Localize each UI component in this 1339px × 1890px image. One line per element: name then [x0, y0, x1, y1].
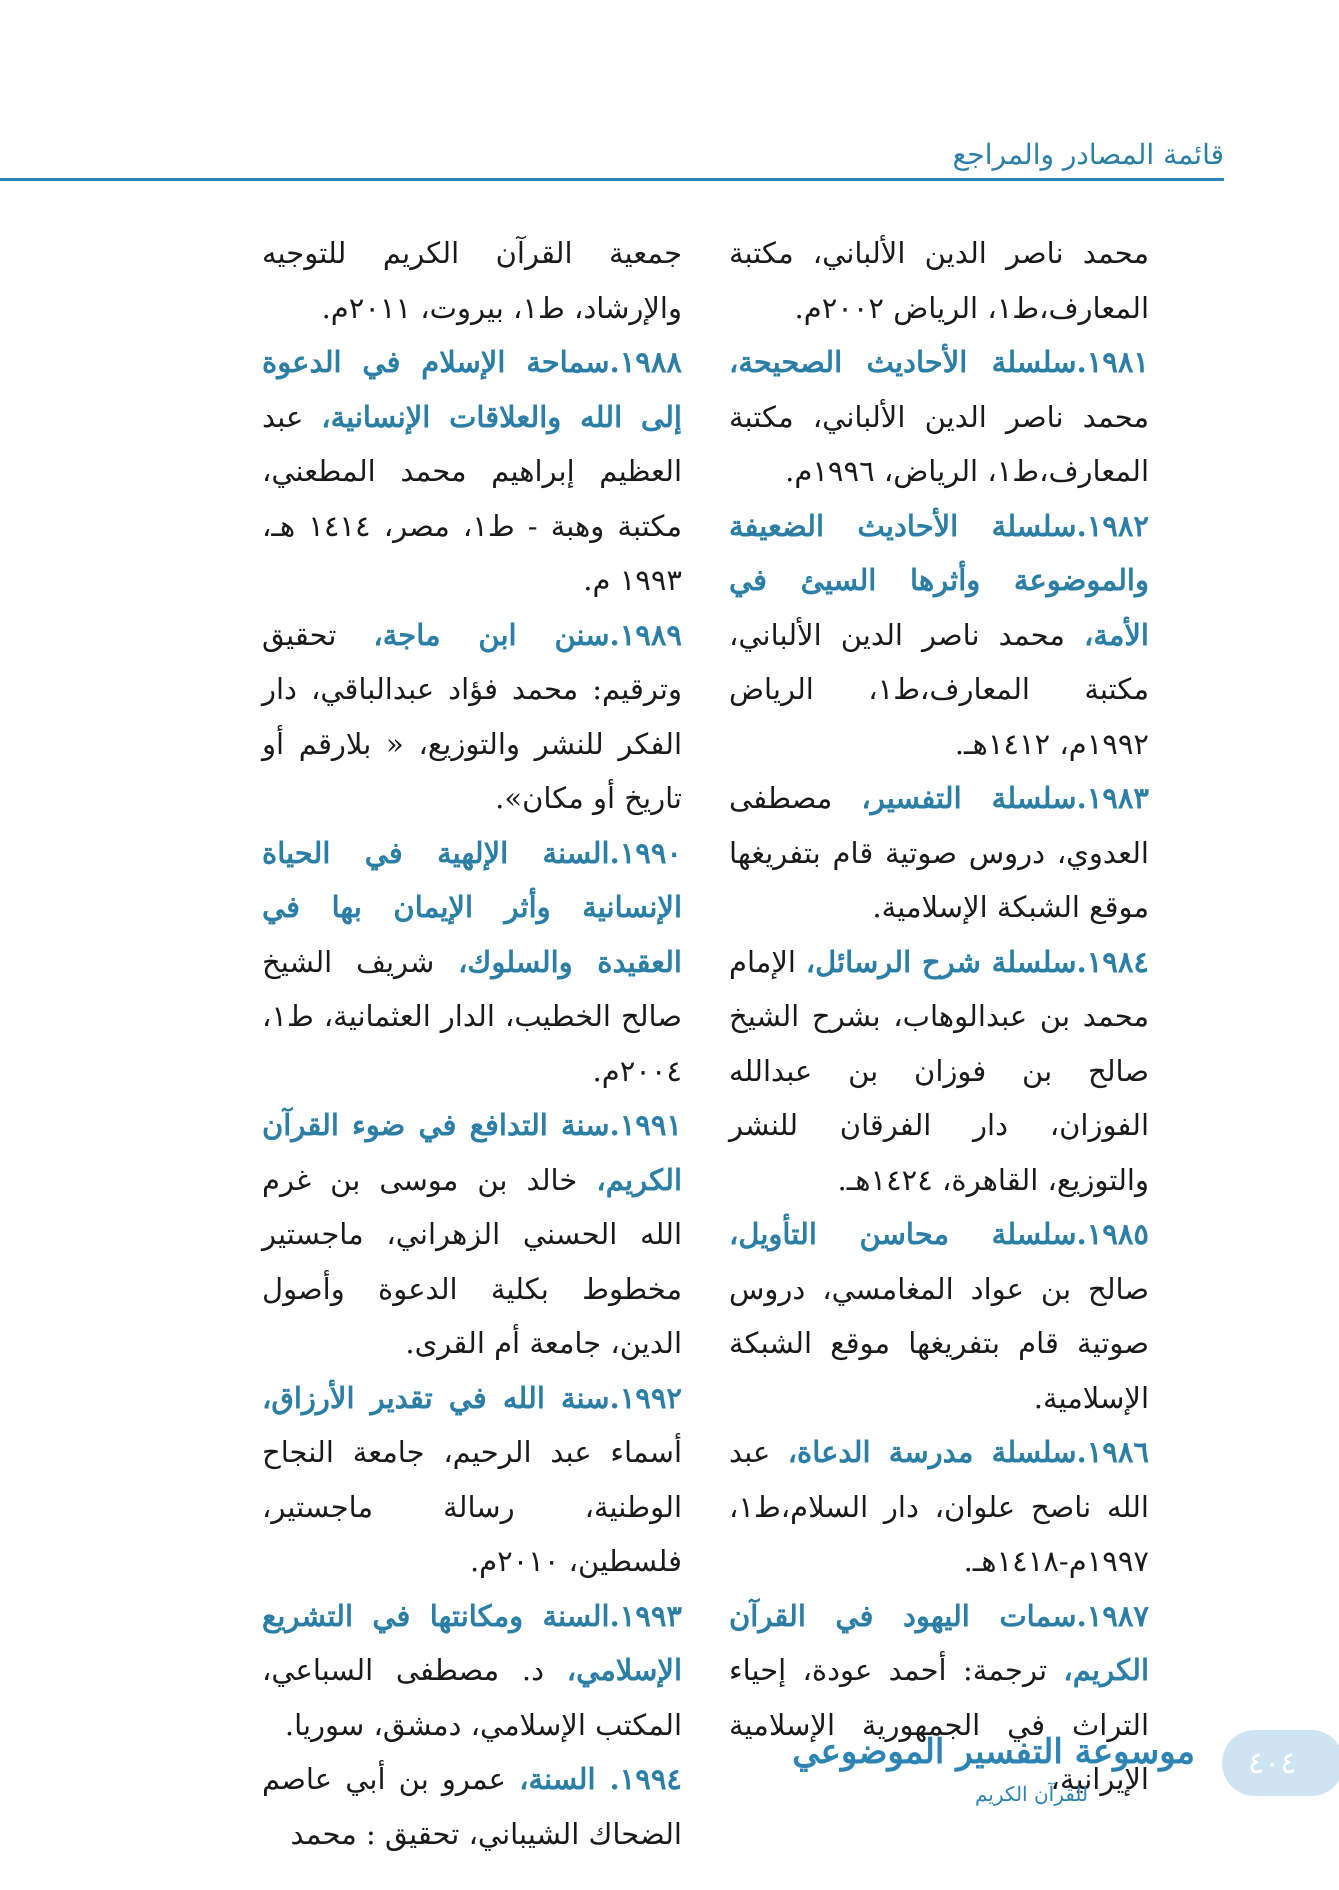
entry-number: ١٩٩٣. [609, 1598, 682, 1633]
list-item [262, 335, 682, 608]
entry-title: سنة التدافع في ضوء القرآن الكريم، [262, 1108, 682, 1197]
entry-title: سنن ابن ماجة، [373, 617, 610, 652]
list-item [729, 1425, 1149, 1589]
entry-text: عبد الله ناصح علوان، دار السلام،ط١، ١٩٩٧م-١٤١٨هـ. [729, 1435, 1149, 1578]
entry-number: ١٩٩٤. [609, 1762, 682, 1796]
entry-number: ١٩٨٧. [1076, 1598, 1149, 1633]
entry-title: سماحة الإسلام في الدعوة إلى الله والعلاقات الإنسانية، [262, 345, 682, 434]
list-item [262, 1098, 682, 1371]
page-number: ٤٠٤ [1248, 1746, 1297, 1781]
right-column [729, 226, 1149, 1807]
list-item [729, 226, 1149, 335]
entry-title: سلسلة شرح الرسائل، [805, 944, 1077, 979]
entry-number: ١٩٨٥. [1076, 1217, 1149, 1251]
list-item [262, 1371, 682, 1589]
logo-main-text: موسوعة التفسير الموضوعي [792, 1732, 1195, 1772]
entry-text: تحقيق وترقيم: محمد فؤاد عبدالباقي، دار الفكر للنشر والتوزيع، « بلارقم أو تاريخ أو مكان». [262, 617, 682, 815]
entry-number: ١٩٨٣. [1076, 781, 1150, 815]
list-item [729, 935, 1149, 1208]
entry-number: ١٩٨٨. [609, 345, 682, 379]
list-item [262, 1752, 682, 1861]
entry-title: السنة، [519, 1762, 610, 1796]
entry-text: عمرو بن أبي عاصم الضحاك الشيباني، تحقيق : محمد [262, 1762, 682, 1851]
entry-text: مصطفى العدوي، دروس صوتية قام بتفريغها موقع الشبكة الإسلامية. [729, 781, 1149, 924]
entry-title: سلسلة محاسن التأويل، [729, 1217, 1077, 1251]
entry-number: ١٩٨٢. [1076, 508, 1149, 543]
entry-text: خالد بن موسى بن غرم الله الحسني الزهراني، ماجستير مخطوط بكلية الدعوة وأصول الدين، جامعة أم القرى. [262, 1162, 682, 1360]
entry-text: محمد ناصر الدين الألباني، مكتبة المعارف،ط١، الرياض ١٩٩٢م، ١٤١٢هـ. [729, 617, 1149, 761]
entry-title: سلسلة التفسير، [861, 781, 1077, 815]
list-item [729, 1207, 1149, 1425]
list-item [729, 499, 1149, 772]
entry-text: محمد ناصر الدين الألباني، مكتبة المعارف،ط١، الرياض ٢٠٠٢م. [729, 236, 1149, 325]
list-item [262, 226, 682, 335]
left-column [262, 226, 682, 1861]
entry-title: سلسلة مدرسة الدعاة، [787, 1435, 1077, 1469]
entry-title: سلسلة الأحاديث الضعيفة والموضوعة وأثرها السيئ في الأمة، [729, 508, 1149, 652]
running-header-title: قائمة المصادر والمراجع [952, 138, 1224, 171]
entry-text: عبد العظيم إبراهيم محمد المطعني، مكتبة وهبة - ط١، مصر، ١٤١٤ هـ، ١٩٩٣ م. [262, 399, 683, 597]
entry-text: ترجمة: أحمد عودة، إحياء التراث في الجمهورية الإسلامية الإيرانية، [729, 1653, 1149, 1796]
encyclopedia-logo [792, 1728, 1195, 1818]
header-divider [0, 178, 1224, 181]
entry-text: محمد ناصر الدين الألباني، مكتبة المعارف،ط١، الرياض، ١٩٩٦م. [729, 399, 1149, 488]
entry-text: شريف الشيخ صالح الخطيب، الدار العثمانية، ط١، ٢٠٠٤م. [262, 944, 682, 1088]
list-item [729, 335, 1149, 499]
entry-title: سنة الله في تقدير الأرزاق، [262, 1380, 610, 1415]
entry-text: صالح بن عواد المغامسي، دروس صوتية قام بتفريغها موقع الشبكة الإسلامية. [729, 1271, 1149, 1415]
entry-text: د. مصطفى السباعي، المكتب الإسلامي، دمشق، سوريا. [262, 1653, 682, 1742]
entry-number: ١٩٩٢. [609, 1380, 682, 1415]
list-item [729, 771, 1149, 935]
entry-number: ١٩٨٩. [609, 617, 682, 652]
entry-number: ١٩٨١. [1076, 345, 1149, 379]
entry-number: ١٩٨٦. [1076, 1435, 1150, 1469]
entry-text: أسماء عبد الرحيم، جامعة النجاح الوطنية، رسالة ماجستير، فلسطين، ٢٠١٠م. [262, 1435, 682, 1578]
list-item [262, 826, 682, 1099]
entry-number: ١٩٩٠. [609, 835, 682, 870]
list-item [262, 1589, 682, 1753]
entry-number: ١٩٨٤. [1076, 944, 1149, 979]
entry-title: السنة ومكانتها في التشريع الإسلامي، [262, 1598, 682, 1687]
list-item [262, 608, 682, 826]
entry-number: ١٩٩١. [609, 1108, 682, 1142]
entry-text: جمعية القرآن الكريم للتوجيه والإرشاد، ط١، بيروت، ٢٠١١م. [262, 236, 682, 325]
logo-sub-text: للقرآن الكريم [975, 1782, 1089, 1806]
entry-text: الإمام محمد بن عبدالوهاب، بشرح الشيخ صالح بن فوزان بن عبدالله الفوزان، دار الفرقان للنشر والتوزيع، القاهرة، ١٤٢٤هـ. [729, 944, 1149, 1197]
entry-title: السنة الإلهية في الحياة الإنسانية وأثر الإيمان بها في العقيدة والسلوك، [262, 835, 682, 979]
entry-title: سلسلة الأحاديث الصحيحة، [729, 345, 1077, 379]
entry-title: سمات اليهود في القرآن الكريم، [729, 1598, 1149, 1687]
